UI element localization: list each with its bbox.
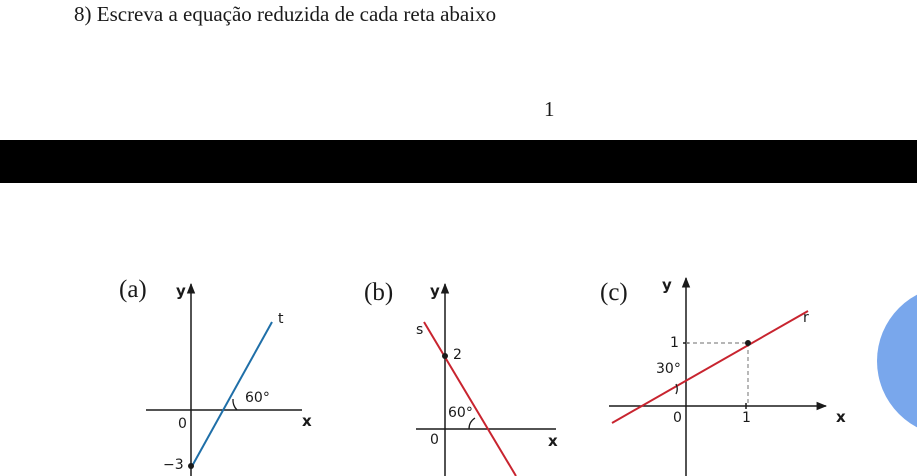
figure-b: [364, 279, 558, 476]
figure-b-origin-label: 0: [430, 432, 439, 448]
figure-a-intercept-point: [188, 463, 194, 469]
figure-b-intercept-label: 2: [453, 347, 462, 363]
figure-c-letter: (c): [600, 279, 628, 306]
figure-c-x-label: x: [836, 408, 846, 426]
figure-c-point: [745, 340, 751, 346]
figure-a: [119, 276, 312, 476]
figure-b-y-label: y: [430, 282, 440, 300]
figure-a-letter: (a): [119, 276, 147, 303]
figure-b-letter: (b): [364, 279, 394, 306]
figure-a-origin-label: 0: [178, 416, 187, 432]
figure-a-y-label: y: [176, 282, 186, 300]
figure-c-line-label: r: [803, 310, 809, 326]
page-number: 1: [544, 97, 555, 121]
figure-a-x-label: x: [302, 412, 312, 430]
question-text: 8) Escreva a equação reduzida de cada reta abaixo: [74, 2, 497, 26]
figure-c-y-tick-label: 1: [670, 335, 679, 351]
figure-c-x-tick-label: 1: [742, 410, 751, 426]
figure-b-angle-label: 60°: [448, 405, 473, 421]
figure-c: [600, 276, 846, 476]
figure-c-y-label: y: [662, 276, 672, 294]
figure-a-intercept-label: −3: [163, 457, 184, 473]
figure-b-intercept-point: [442, 353, 448, 359]
line-s: [424, 322, 516, 476]
figure-a-angle-arc: [233, 399, 237, 410]
figure-c-angle-label: 30°: [656, 361, 681, 377]
figure-c-origin-label: 0: [673, 410, 682, 426]
figure-b-line-label: s: [416, 322, 424, 338]
figure-b-x-label: x: [548, 432, 558, 450]
figure-c-angle-arc: [676, 384, 677, 394]
figure-a-line-label: t: [278, 311, 284, 327]
figure-a-angle-label: 60°: [245, 390, 270, 406]
